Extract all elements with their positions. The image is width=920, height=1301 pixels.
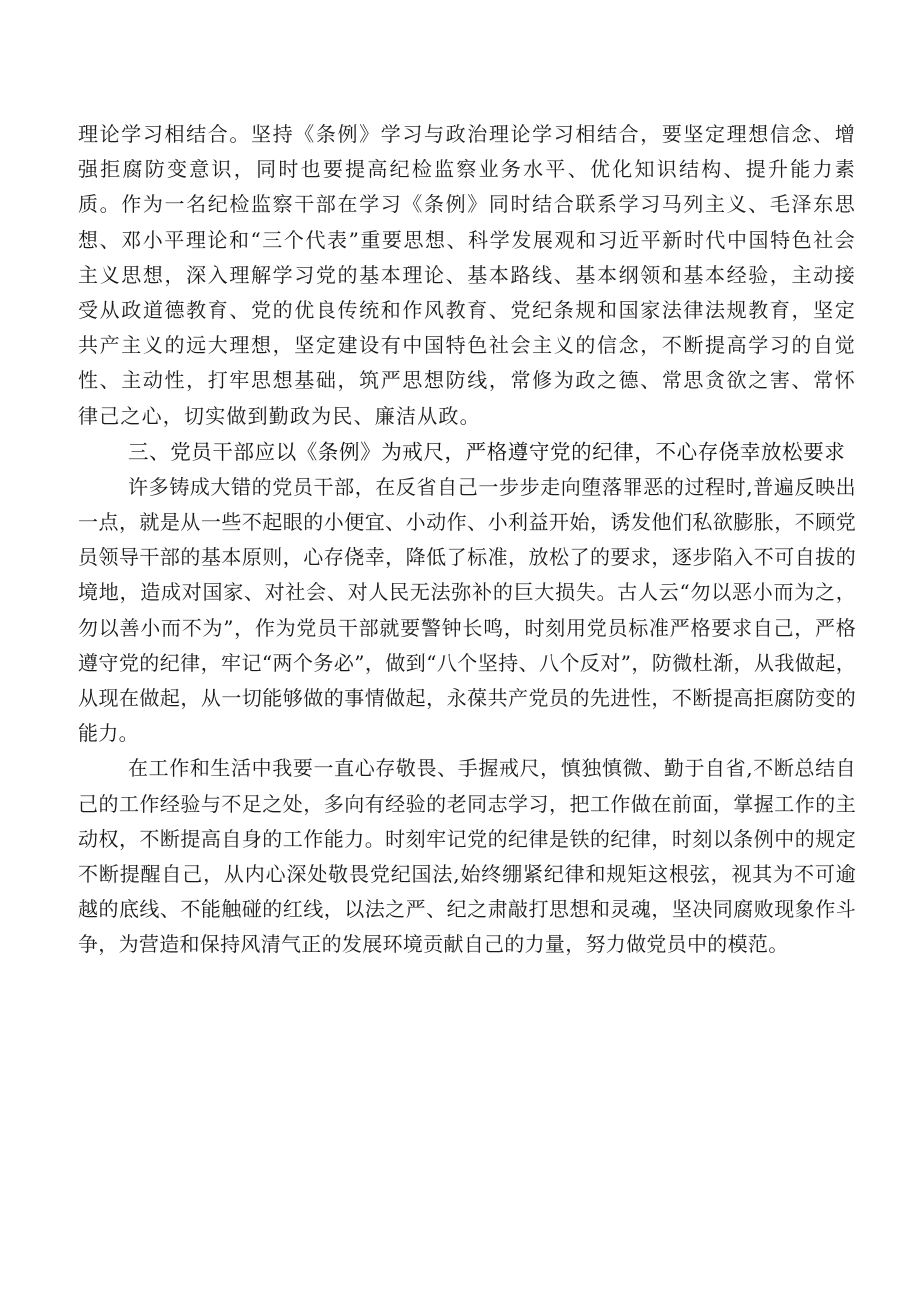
body-paragraph-2: 许多铸成大错的党员干部，在反省自己一步步走向堕落罪恶的过程时,普遍反映出一点，就是从一些不起眼的小便宜、小动作、小利益开始，诱发他们私欲膨胀，不顾党员领导干部的基本原则，心存侥幸，降低了标准，放松了的要求，逐步陷入不可自拔的境地，造成对国家、对社会、对人民无法弥补的巨大损失。古人云“勿以恶小而为之，勿以善小而不为”，作为党员干部就要警钟长鸣，时刻用党员标准严格要求自己，严格遵守党的纪律，牢记“两个务必”，做到“八个坚持、八个反对”，防微杜渐，从我做起，从现在做起，从一切能够做的事情做起，永葆共产党员的先进性，不断提高拒腐防变的能力。 (78, 474, 856, 746)
body-paragraph-3: 在工作和生活中我要一直心存敬畏、手握戒尺，慎独慎微、勤于自省,不断总结自己的工作经验与不足之处，多向有经验的老同志学习，把工作做在前面，掌握工作的主动权，不断提高自身的工作能力。时刻牢记党的纪律是铁的纪律，时刻以条例中的规定不断提醒自己，从内心深处敬畏党纪国法,始终绷紧纪律和规矩这根弦，视其为不可逾越的底线、不能触碰的红线，以法之严、纪之肃敲打思想和灵魂，坚决同腐败现象作斗争，为营造和保持风清气正的发展环境贡献自己的力量，努力做党员中的模范。 (78, 756, 856, 957)
document-body (78, 117, 856, 963)
body-paragraph-1: 理论学习相结合。坚持《条例》学习与政治理论学习相结合，要坚定理想信念、增强拒腐防变意识，同时也要提高纪检监察业务水平、优化知识结构、提升能力素质。作为一名纪检监察干部在学习《条例》同时结合联系学习马列主义、毛泽东思想、邓小平理论和“三个代表”重要思想、科学发展观和习近平新时代中国特色社会主义思想，深入理解学习党的基本理论、基本路线、基本纲领和基本经验，主动接受从政道德教育、党的优良传统和作风教育、党纪条规和国家法律法规教育，坚定共产主义的远大理想，坚定建设有中国特色社会主义的信念，不断提高学习的自觉性、主动性，打牢思想基础，筑严思想防线，常修为政之德、常思贪欲之害、常怀律己之心，切实做到勤政为民、廉洁从政。 (78, 122, 856, 428)
section-heading: 三、党员干部应以《条例》为戒尺，严格遵守党的纪律，不心存侥幸放松要求 (128, 439, 846, 464)
